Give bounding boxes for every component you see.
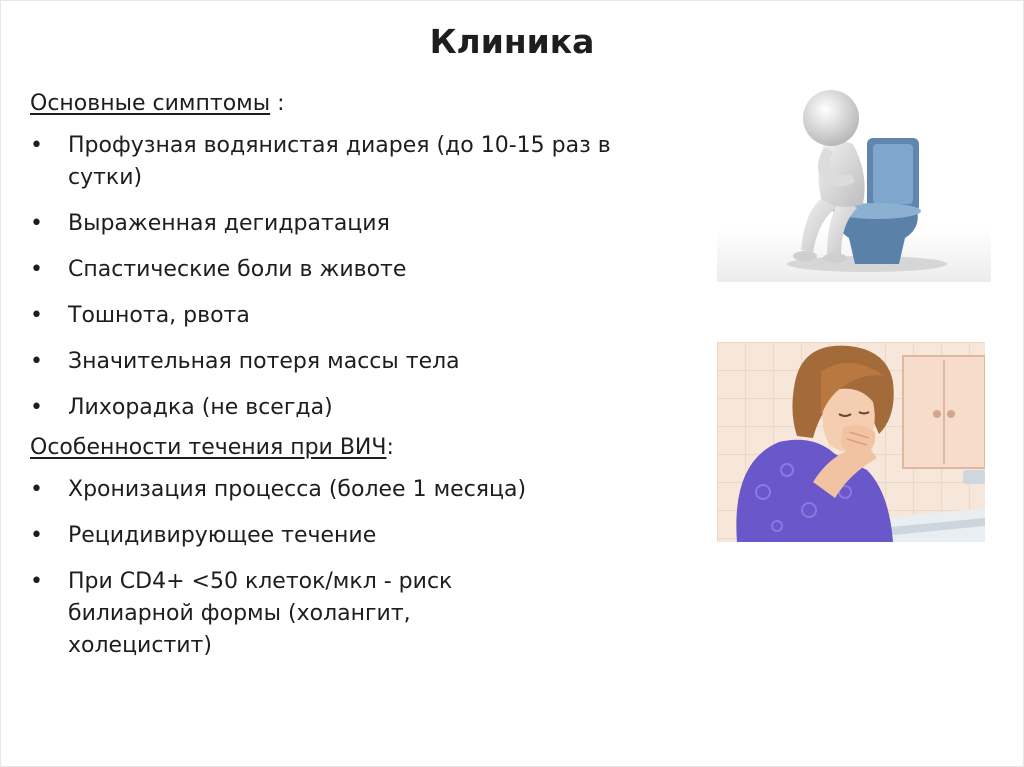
woman-nausea-icon xyxy=(717,342,985,542)
list-item: • Хронизация процесса (более 1 месяца) xyxy=(30,474,670,506)
woman-nausea-illustration xyxy=(717,342,985,542)
hiv-course-list xyxy=(30,474,670,662)
main-symptoms-list xyxy=(30,130,670,424)
slide-title: Клиника xyxy=(429,22,595,61)
list-item: • Лихорадка (не всегда) xyxy=(30,392,670,424)
list-item: • Тошнота, рвота xyxy=(30,300,670,332)
list-item: • Выраженная дегидратация xyxy=(30,208,670,240)
list-item: • Спастические боли в животе xyxy=(30,254,670,286)
list-item: • Профузная водянистая диарея (до 10-15 раз в сутки) xyxy=(30,130,670,194)
section-heading-main-symptoms: Основные симптомы : xyxy=(30,91,285,116)
section-heading-hiv-course: Особенности течения при ВИЧ: xyxy=(30,435,394,460)
figure-on-toilet-icon xyxy=(717,78,991,282)
figure-on-toilet-illustration xyxy=(717,78,991,282)
list-item: • При CD4+ <50 клеток/мкл - риск билиарной формы (холангит, холецистит) xyxy=(30,566,670,662)
list-item: • Значительная потеря массы тела xyxy=(30,346,670,378)
list-item: • Рецидивирующее течение xyxy=(30,520,670,552)
symptom-content xyxy=(30,86,670,676)
